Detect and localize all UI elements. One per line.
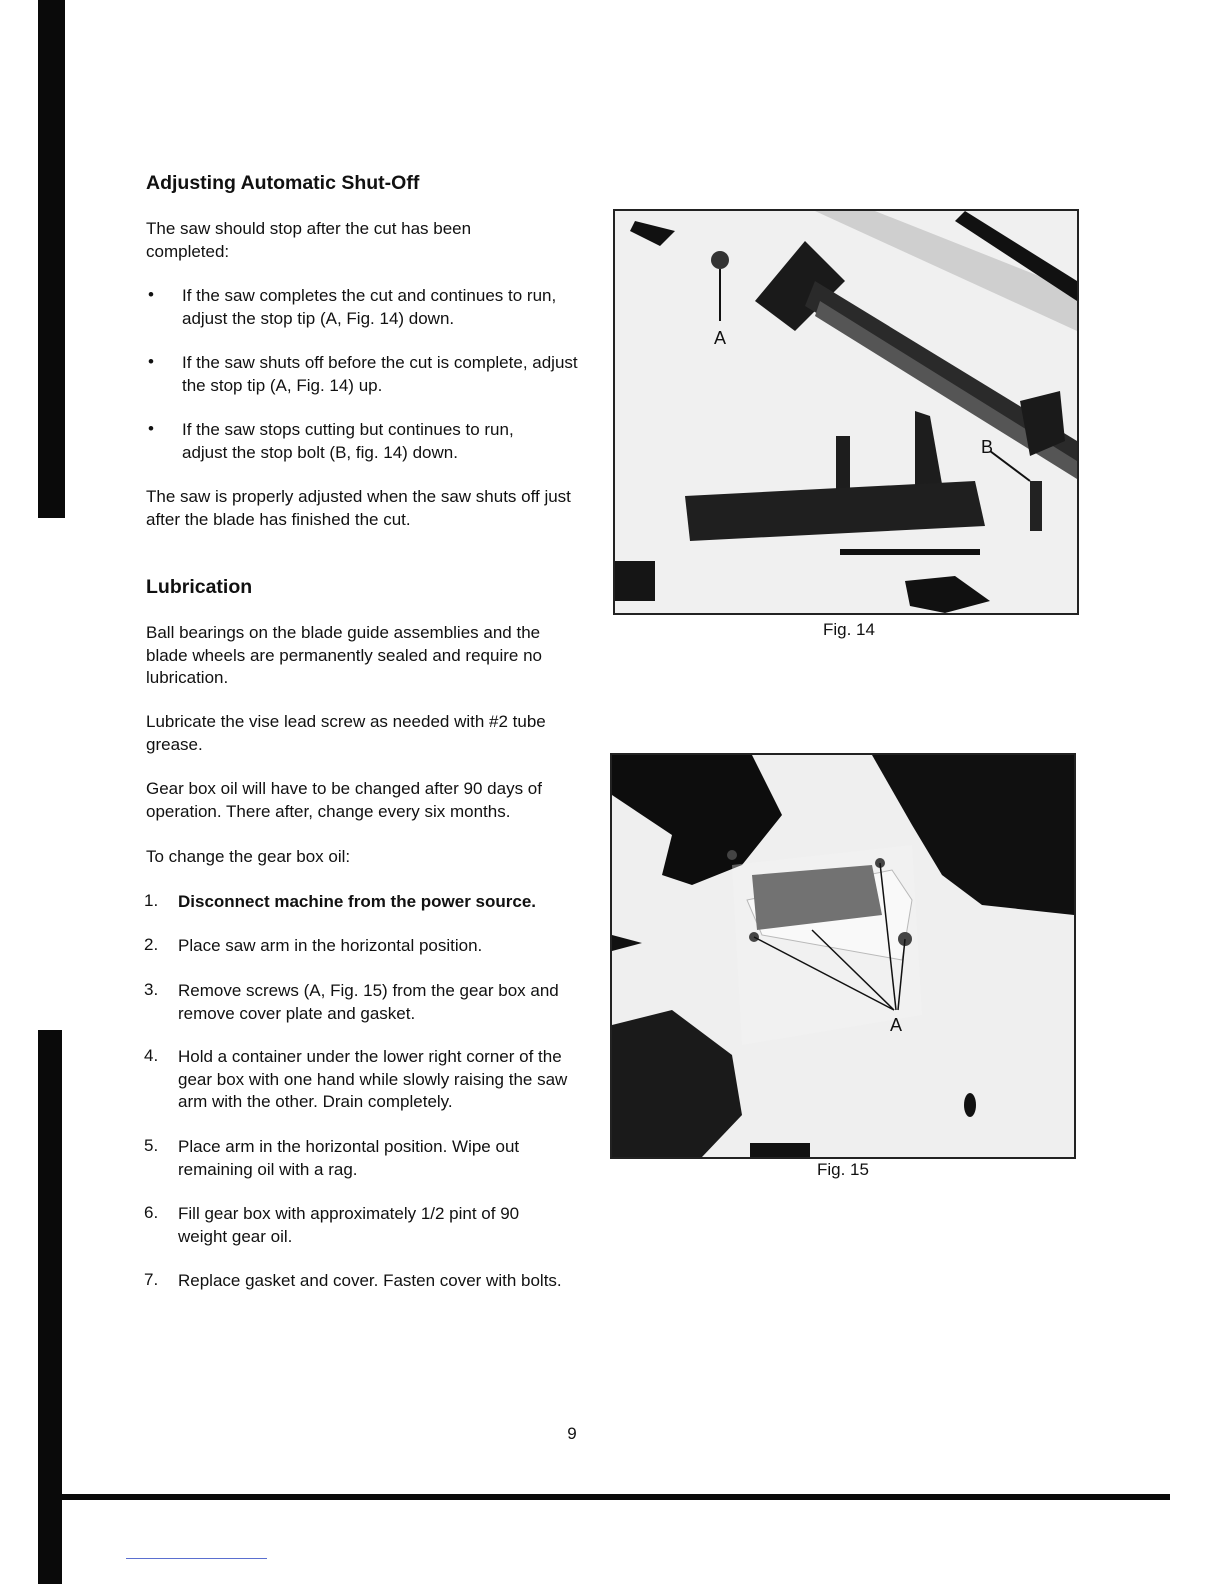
step-number: 7. <box>144 1270 159 1289</box>
step-number: 1. <box>144 891 159 910</box>
fig14-label-a: A <box>714 328 727 348</box>
lubrication-paragraph-4: To change the gear box oil: <box>146 847 351 866</box>
step-number: 6. <box>144 1203 159 1222</box>
step-text-1: Disconnect machine from the power source. <box>178 892 537 911</box>
step-number: 3. <box>144 980 159 999</box>
bullet-item-1: If the saw completes the cut and continues to run, adjust the stop tip (A, Fig. 14) down. <box>182 286 557 328</box>
step-text-2: Place saw arm in the horizontal position. <box>178 936 483 955</box>
step-text-5: Place arm in the horizontal position. Wipe out remaining oil with a rag. <box>178 1137 520 1179</box>
blue-underline <box>126 1558 267 1559</box>
lubrication-paragraph-1: Ball bearings on the blade guide assemblies and the blade wheels are permanently sealed and require no lubrication. <box>146 623 542 687</box>
bullet-item-2: If the saw shuts off before the cut is complete, adjust the stop tip (A, Fig. 14) up. <box>182 353 578 395</box>
figure-14-photo <box>613 209 1079 615</box>
heading-adjusting-shutoff: Adjusting Automatic Shut-Off <box>146 172 420 194</box>
figure-14-caption: Fig. 14 <box>823 620 875 639</box>
bullet-item-3: If the saw stops cutting but continues to run, adjust the stop bolt (B, fig. 14) down. <box>182 420 514 462</box>
lubrication-paragraph-2: Lubricate the vise lead screw as needed with #2 tube grease. <box>146 712 546 754</box>
heading-lubrication: Lubrication <box>146 576 253 598</box>
scan-edge-bar-top <box>38 0 65 518</box>
fig15-label-a: A <box>890 1015 903 1035</box>
lubrication-paragraph-3: Gear box oil will have to be changed after 90 days of operation. There after, change every six months. <box>146 779 542 821</box>
step-text-4: Hold a container under the lower right corner of the gear box with one hand while slowly raising the saw arm with the other. Drain completely. <box>178 1047 568 1111</box>
step-number: 4. <box>144 1046 159 1065</box>
bullet-icon: • <box>148 419 154 438</box>
fig14-label-b: B <box>981 437 994 457</box>
step-text-7: Replace gasket and cover. Fasten cover with bolts. <box>178 1271 562 1290</box>
scan-edge-bar-bottom <box>38 1030 62 1584</box>
step-text-6: Fill gear box with approximately 1/2 pint of 90 weight gear oil. <box>178 1204 520 1246</box>
step-number: 5. <box>144 1136 159 1155</box>
page-number: 9 <box>567 1424 577 1443</box>
bottom-rule <box>62 1494 1170 1500</box>
closing-paragraph: The saw is properly adjusted when the saw shuts off just after the blade has finished the cut. <box>146 487 571 529</box>
figure-15-caption: Fig. 15 <box>817 1160 869 1179</box>
step-number: 2. <box>144 935 159 954</box>
intro-paragraph: The saw should stop after the cut has been completed: <box>146 219 472 261</box>
figure-15-photo <box>610 753 1076 1159</box>
step-text-3: Remove screws (A, Fig. 15) from the gear box and remove cover plate and gasket. <box>178 981 559 1023</box>
bullet-icon: • <box>148 285 154 304</box>
bullet-icon: • <box>148 352 154 371</box>
